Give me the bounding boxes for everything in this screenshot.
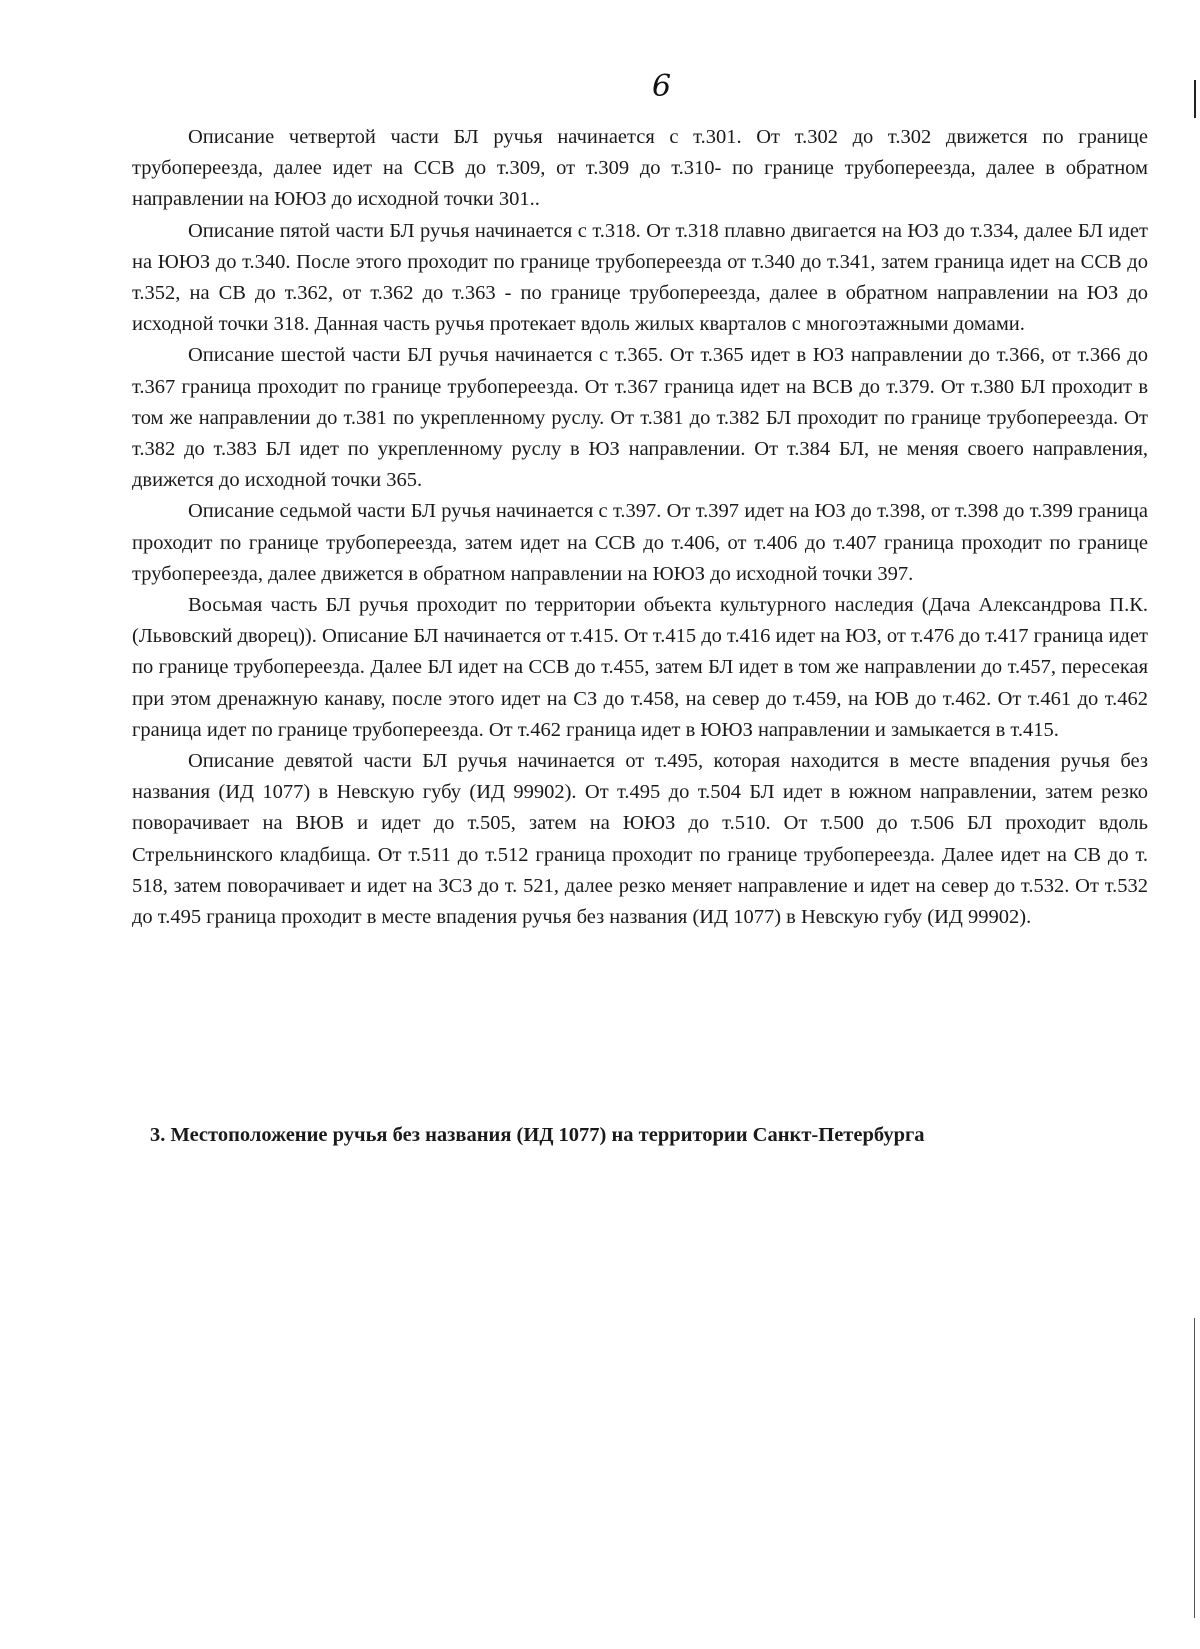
document-body (132, 122, 1148, 933)
page-number: 6 (652, 69, 672, 104)
paragraph-part-9: Описание девятой части БЛ ручья начинается от т.495, которая находится в месте впадения ручья без названия (ИД 1077) в Невскую губу (ИД 99902). От т.495 до т.504 БЛ идет в южном направлении, затем резко поворачивает на ВЮВ и идет до т.505, затем на ЮЮЗ до т.510. От т.500 до т.506 БЛ проходит вдоль Стрельнинского кладбища. От т.511 до т.512 граница проходит по границе трубопереезда. Далее идет на СВ до т. 518, затем поворачивает и идет на ЗСЗ до т. 521, далее резко меняет направление и идет на север до т.532. От т.532 до т.495 граница проходит в месте впадения ручья без названия (ИД 1077) в Невскую губу (ИД 99902). (132, 750, 1148, 929)
paragraph-part-7: Описание седьмой части БЛ ручья начинается с т.397. От т.397 идет на ЮЗ до т.398, от т.398 до т.399 граница проходит по границе трубопереезда, затем идет на ССВ до т.406, от т.406 до т.407 граница проходит по границе трубопереезда, далее движется в обратном направлении на ЮЮЗ до исходной точки 397. (132, 500, 1148, 585)
paragraph-part-4: Описание четвертой части БЛ ручья начинается с т.301. От т.302 до т.302 движется по границе трубопереезда, далее идет на ССВ до т.309, от т.309 до т.310- по границе трубопереезда, далее в обратном направлении на ЮЮЗ до исходной точки 301.. (132, 126, 1148, 211)
scan-edge-mark (1194, 80, 1196, 118)
paragraph-part-5: Описание пятой части БЛ ручья начинается с т.318. От т.318 плавно двигается на ЮЗ до т.334, далее БЛ идет на ЮЮЗ до т.340. После этого проходит по границе трубопереезда от т.340 до т.341, затем граница идет на ССВ до т.352, на СВ до т.362, от т.362 до т.363 - по границе трубопереезда, далее в обратном направлении на ЮЗ до исходной точки 318. Данная часть ручья протекает вдоль жилых кварталов с многоэтажными домами. (132, 219, 1148, 336)
paragraph-part-8: Восьмая часть БЛ ручья проходит по территории объекта культурного наследия (Дача Александрова П.К. (Львовский дворец)). Описание БЛ начинается от т.415. От т.415 до т.416 идет на ЮЗ, от т.476 до т.417 граница идет по границе трубопереезда. Далее БЛ идет на ССВ до т.455, затем БЛ идет в том же направлении до т.457, пересекая при этом дренажную канаву, после этого идет на СЗ до т.458, на север до т.459, на ЮВ до т.462. От т.461 до т.462 граница идет по границе трубопереезда. От т.462 граница идет в ЮЮЗ направлении и замыкается в т.415. (132, 594, 1148, 741)
section-heading: 3. Местоположение ручья без названия (ИД 1077) на территории Санкт-Петербурга (150, 1124, 925, 1146)
scan-edge-mark (1194, 1318, 1195, 1618)
paragraph-part-6: Описание шестой части БЛ ручья начинается с т.365. От т.365 идет в ЮЗ направлении до т.366, от т.366 до т.367 граница проходит по границе трубопереезда. От т.367 граница идет на ВСВ до т.379. От т.380 БЛ проходит в том же направлении до т.381 по укрепленному руслу. От т.381 до т.382 БЛ проходит по границе трубопереезда. От т.382 до т.383 БЛ идет по укрепленному руслу в ЮЗ направлении. От т.384 БЛ, не меняя своего направления, движется до исходной точки 365. (132, 344, 1148, 492)
